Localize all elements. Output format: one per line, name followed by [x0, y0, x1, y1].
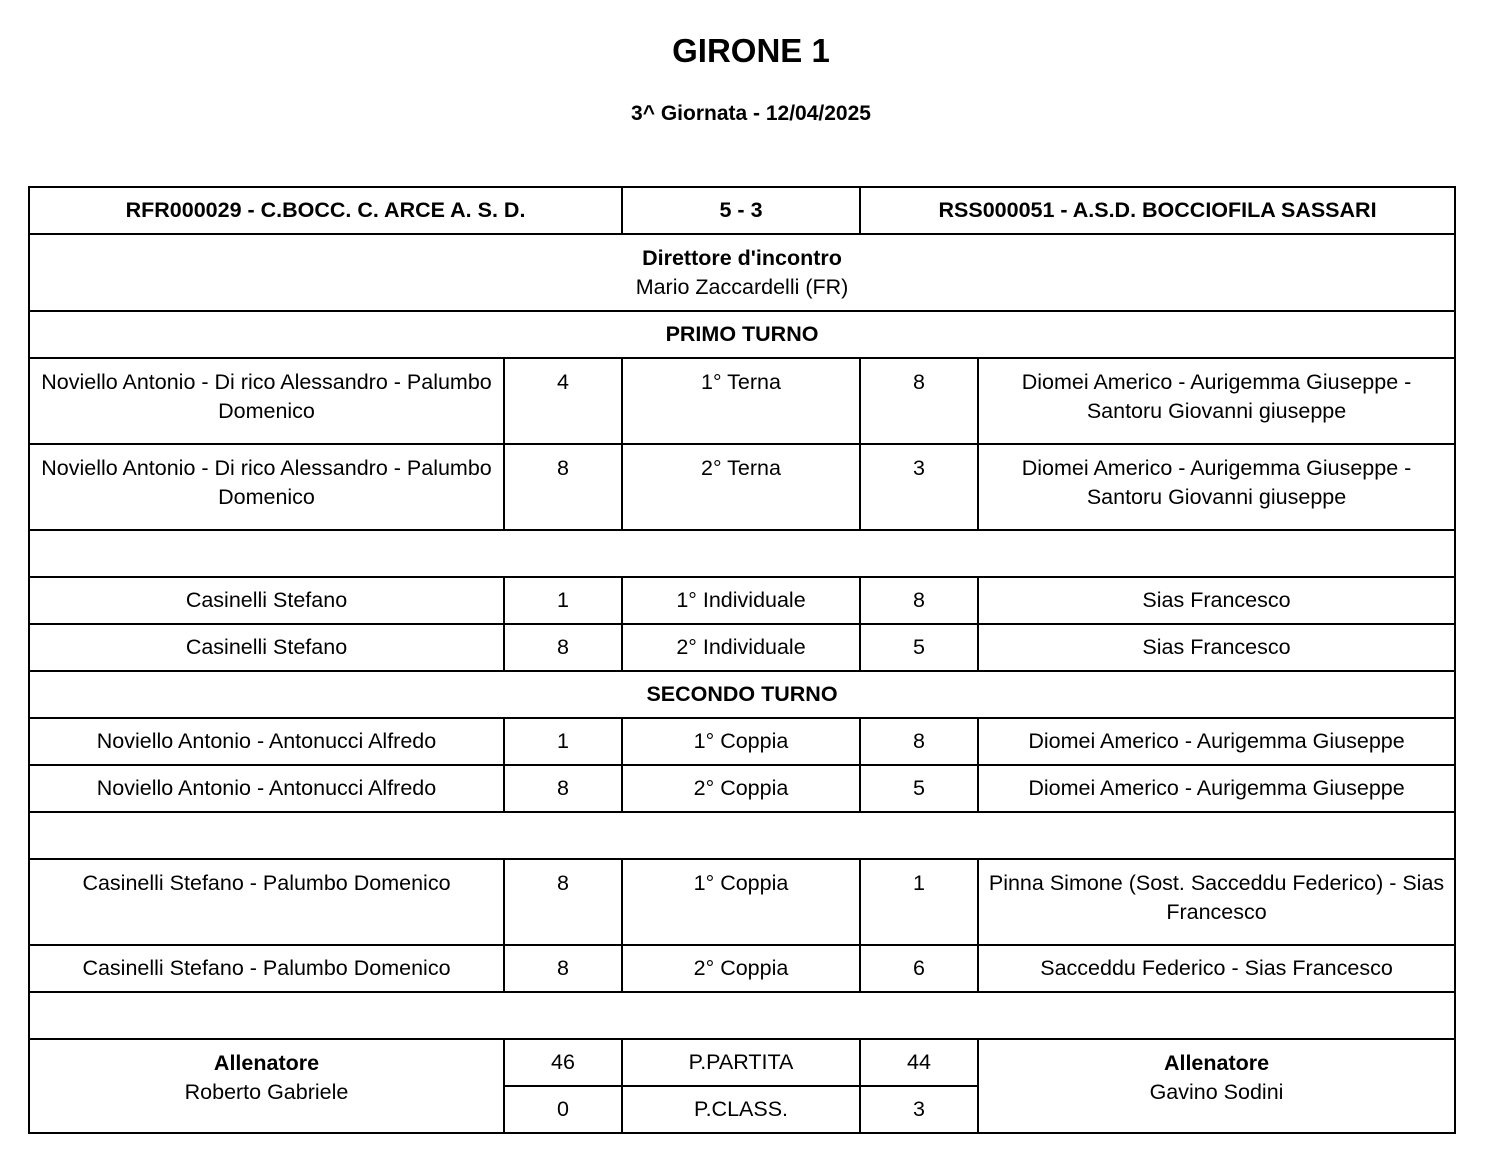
home-team: RFR000029 - C.BOCC. C. ARCE A. S. D. — [29, 187, 622, 234]
spacer-cell — [29, 812, 1455, 859]
home-coach-cell — [29, 1039, 504, 1133]
section-row — [29, 311, 1455, 358]
away-players: Diomei Americo - Aurigemma Giuseppe - Santoru Giovanni giuseppe — [978, 358, 1455, 444]
home-coach-name: Roberto Gabriele — [184, 1080, 349, 1104]
game-row — [29, 577, 1455, 624]
away-coach-cell — [978, 1039, 1455, 1133]
game-row — [29, 624, 1455, 671]
away-players: Diomei Americo - Aurigemma Giuseppe — [978, 718, 1455, 765]
match-header-row — [29, 187, 1455, 234]
class-label: P.CLASS. — [622, 1086, 860, 1133]
game-label: 2° Coppia — [622, 765, 860, 812]
away-score: 8 — [860, 577, 978, 624]
page-subtitle: 3^ Giornata - 12/04/2025 — [631, 102, 871, 125]
away-score: 5 — [860, 624, 978, 671]
home-players: Casinelli Stefano - Palumbo Domenico — [29, 945, 504, 992]
game-label: 1° Terna — [622, 358, 860, 444]
section-row — [29, 671, 1455, 718]
home-coach-label: Allenatore — [213, 1051, 320, 1075]
spacer-cell — [29, 530, 1455, 577]
spacer-row — [29, 812, 1455, 859]
game-row — [29, 859, 1455, 945]
spacer-row — [29, 530, 1455, 577]
home-players: Casinelli Stefano - Palumbo Domenico — [29, 859, 504, 945]
away-coach-name: Gavino Sodini — [1149, 1080, 1284, 1104]
away-score: 5 — [860, 765, 978, 812]
home-score: 8 — [504, 945, 622, 992]
away-score: 3 — [860, 444, 978, 530]
director-label: Direttore d'incontro — [642, 245, 842, 270]
game-row — [29, 358, 1455, 444]
totals-row-partita — [29, 1039, 1455, 1086]
game-label: 2° Coppia — [622, 945, 860, 992]
game-row — [29, 945, 1455, 992]
away-score: 1 — [860, 859, 978, 945]
away-class-points: 3 — [860, 1086, 978, 1133]
away-players: Pinna Simone (Sost. Sacceddu Federico) - Sias Francesco — [978, 859, 1455, 945]
director-row — [29, 234, 1455, 311]
game-label: 2° Individuale — [622, 624, 860, 671]
game-label: 1° Individuale — [622, 577, 860, 624]
away-score: 8 — [860, 718, 978, 765]
home-players: Casinelli Stefano — [29, 624, 504, 671]
home-score: 1 — [504, 718, 622, 765]
game-row — [29, 765, 1455, 812]
home-score: 4 — [504, 358, 622, 444]
away-players: Diomei Americo - Aurigemma Giuseppe — [978, 765, 1455, 812]
home-players: Noviello Antonio - Di rico Alessandro - Palumbo Domenico — [29, 444, 504, 530]
game-label: 1° Coppia — [622, 718, 860, 765]
away-players: Sacceddu Federico - Sias Francesco — [978, 945, 1455, 992]
away-players: Sias Francesco — [978, 624, 1455, 671]
spacer-cell — [29, 992, 1455, 1039]
home-score: 8 — [504, 859, 622, 945]
match-score: 5 - 3 — [622, 187, 860, 234]
home-score: 8 — [504, 624, 622, 671]
match-sheet-table — [28, 186, 1456, 1134]
partita-label: P.PARTITA — [622, 1039, 860, 1086]
director-name: Mario Zaccardelli (FR) — [635, 274, 849, 299]
game-row — [29, 444, 1455, 530]
home-class-points: 0 — [504, 1086, 622, 1133]
home-players: Casinelli Stefano — [29, 577, 504, 624]
home-players: Noviello Antonio - Antonucci Alfredo — [29, 765, 504, 812]
away-players: Diomei Americo - Aurigemma Giuseppe - Santoru Giovanni giuseppe — [978, 444, 1455, 530]
away-partita-points: 44 — [860, 1039, 978, 1086]
home-score: 1 — [504, 577, 622, 624]
home-partita-points: 46 — [504, 1039, 622, 1086]
home-score: 8 — [504, 765, 622, 812]
home-players: Noviello Antonio - Di rico Alessandro - Palumbo Domenico — [29, 358, 504, 444]
spacer-row — [29, 992, 1455, 1039]
away-players: Sias Francesco — [978, 577, 1455, 624]
section-secondo-turno: SECONDO TURNO — [29, 671, 1455, 718]
away-team: RSS000051 - A.S.D. BOCCIOFILA SASSARI — [860, 187, 1455, 234]
home-score: 8 — [504, 444, 622, 530]
home-players: Noviello Antonio - Antonucci Alfredo — [29, 718, 504, 765]
section-primo-turno: PRIMO TURNO — [29, 311, 1455, 358]
game-label: 2° Terna — [622, 444, 860, 530]
away-score: 6 — [860, 945, 978, 992]
away-coach-label: Allenatore — [1163, 1051, 1270, 1075]
game-label: 1° Coppia — [622, 859, 860, 945]
game-row — [29, 718, 1455, 765]
page-title: GIRONE 1 — [672, 32, 830, 69]
away-score: 8 — [860, 358, 978, 444]
director-cell — [29, 234, 1455, 311]
